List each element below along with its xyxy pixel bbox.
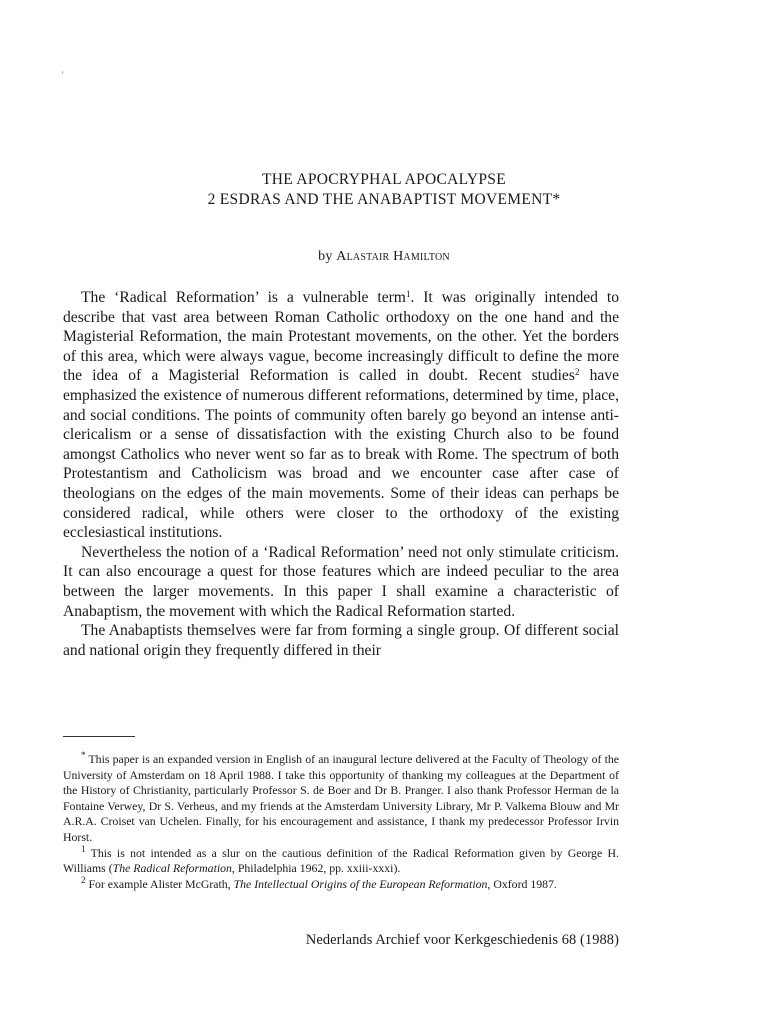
- footnote-star-marker: *: [81, 750, 86, 760]
- footnote-1-text-a: This is not intended as a slur on the cautious definition of the Radical Reformation given by George H. Williams (: [63, 845, 619, 876]
- footnotes: [63, 752, 619, 892]
- footnote-2-marker: 2: [81, 874, 86, 885]
- journal-citation: Nederlands Archief voor Kerkgeschiedenis 68 (1988): [305, 932, 619, 948]
- article-title-line-1: THE APOCRYPHAL APOCALYPSE: [262, 171, 506, 188]
- footnote-ref-1: 1: [405, 289, 411, 299]
- article-title-text: 2 ESDRAS AND THE ANABAPTIST MOVEMENT: [207, 191, 553, 208]
- footnote-1-book-title: The Radical Reformation: [112, 861, 232, 876]
- article-body: [63, 288, 619, 660]
- article-title-line-2: [0, 190, 768, 210]
- paragraph-3: The Anabaptists themselves were far from forming a single group. Of different social and national origin they frequently differed in their: [63, 622, 619, 659]
- footnote-star: [63, 752, 619, 846]
- footnote-2-text-b: , Oxford 1987.: [487, 876, 557, 891]
- margin-mark: ': [62, 70, 64, 80]
- title-footnote-marker: *: [552, 191, 561, 208]
- footnote-1: [63, 843, 619, 877]
- footnote-1-text-b: , Philadelphia 1962, pp. xxiii-xxxi).: [231, 861, 401, 876]
- footnote-2: [63, 874, 619, 893]
- paragraph-1: [63, 288, 619, 543]
- byline: [0, 249, 768, 265]
- paragraph-2: Nevertheless the notion of a ‘Radical Reformation’ need not only stimulate criticism. It can also encourage a quest for those features which are indeed peculiar to the area between the larger movements. In this paper I shall examine a characteristic of Anabaptism, the movement with which the Radical Reformation started.: [63, 543, 619, 620]
- footnote-1-marker: 1: [81, 843, 86, 854]
- author-name: Alastair Hamilton: [336, 249, 450, 264]
- footnote-rule: [63, 736, 135, 737]
- paragraph-1-part-a: The ‘Radical Reformation’ is a vulnerable term: [81, 289, 406, 306]
- footnote-2-text-a: For example Alister McGrath,: [88, 876, 234, 891]
- paragraph-1-part-b: . It was originally intended to describe that vast area between Roman Catholic orthodoxy on the one hand and the Magisterial Reformation, the main Protestant movements, on the other. Yet the borders of this area, which were always vague, become increasingly difficult to define the more the idea of a Magisterial Reformation is called in doubt. Recent studies: [63, 289, 619, 385]
- byline-prefix: by: [318, 249, 337, 264]
- footnote-2-book-title: The Intellectual Origins of the European Reformation: [233, 876, 488, 891]
- footnote-star-text: This paper is an expanded version in English of an inaugural lecture delivered at the Faculty of Theology of the University of Amsterdam on 18 April 1988. I take this opportunity of thanking my colleagues at the Department of the History of Christianity, particularly Professor S. de Boer and Dr B. Pranger. I also thank Professor Herman de la Fontaine Verwey, Dr S. Verheus, and my friends at the Amsterdam University Library, Mr P. Valkema Blouw and Mr A.R.A. Croiset van Uchelen. Finally, for his encouragement and assistance, I thank my predecessor Professor Irvin Horst.: [63, 752, 619, 844]
- paragraph-1-part-c: have emphasized the existence of numerous different reformations, determined by time, place, and social conditions. The points of community often barely go beyond an intense anti-clericalism or a sense of dissatisfaction with the existing Church also to be found amongst Catholics who never went so far as to break with Rome. The spectrum of both Protestantism and Catholicism was broad and we encounter case after case of theologians on the edges of the main movements. Some of their ideas can perhaps be considered radical, while others were closer to the orthodoxy of the existing ecclesiastical institutions.: [63, 367, 619, 542]
- footnote-ref-2: 2: [574, 367, 580, 378]
